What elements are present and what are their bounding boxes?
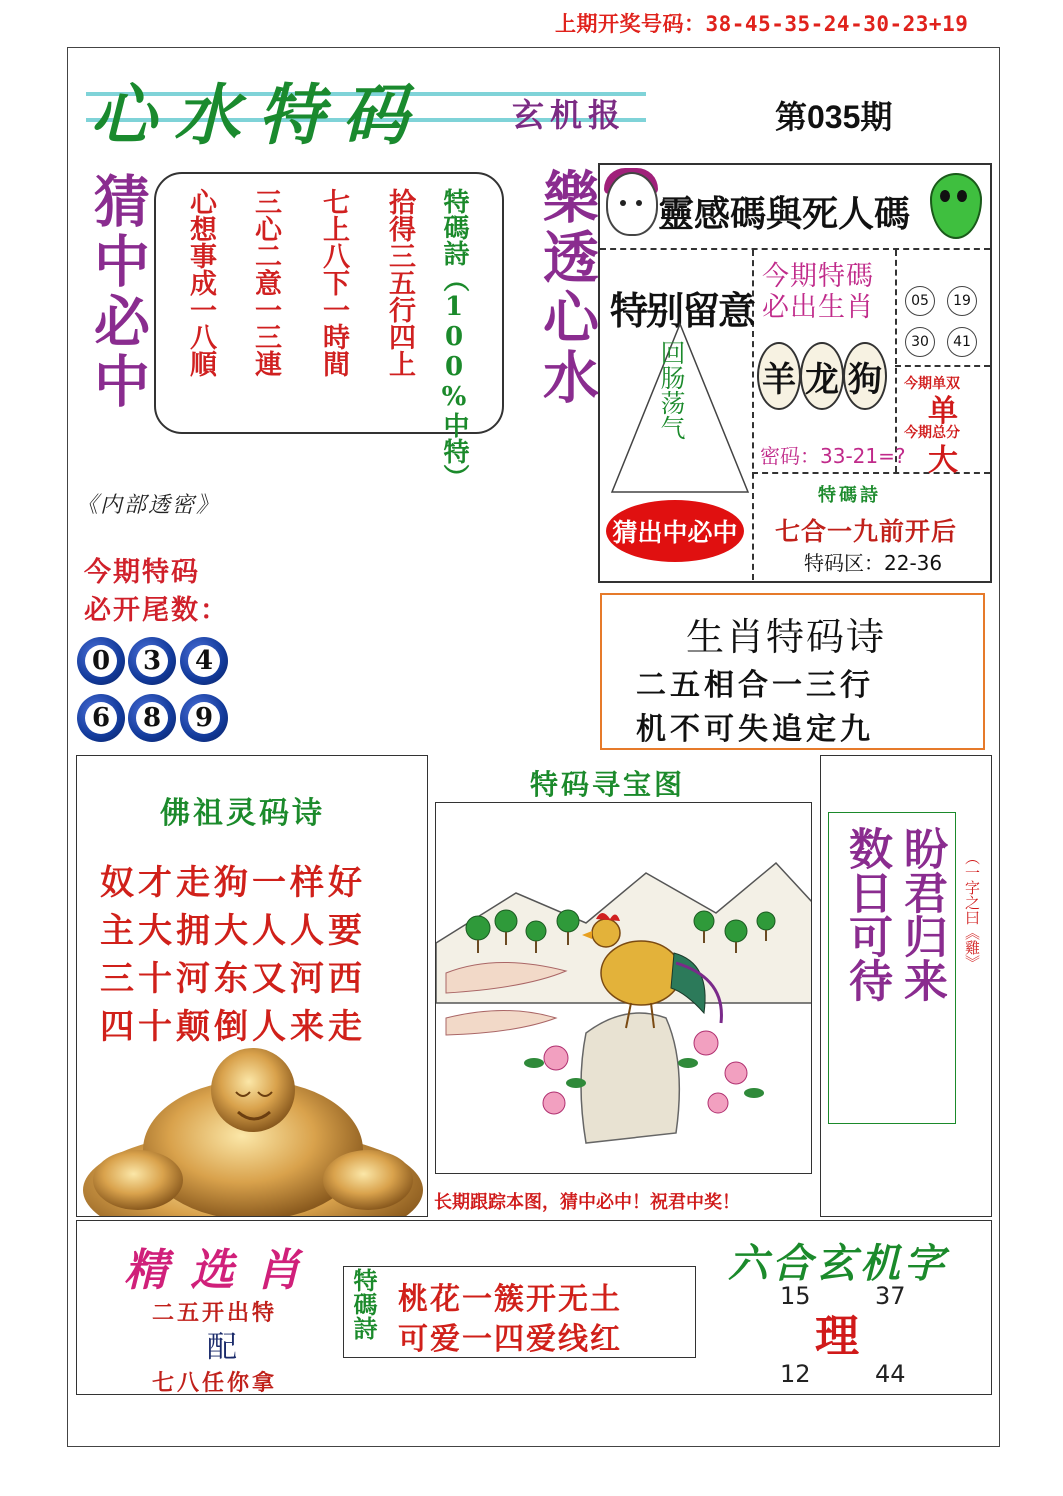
code-zone: 特码区：22-36 <box>804 551 943 575</box>
face-eye-icon <box>636 200 642 206</box>
zodiac-circle: 龙 <box>800 342 844 410</box>
alien-eye-icon <box>957 190 967 202</box>
face-icon <box>606 172 658 236</box>
zodiac-circle: 狗 <box>843 342 887 410</box>
liuhe-number: 44 <box>875 1360 906 1388</box>
number-circle: 05 <box>905 286 935 316</box>
digit: 3 <box>136 645 168 677</box>
poem-column: 三心二意一三連 <box>250 188 281 377</box>
jingxuan-pei: 配 <box>207 1330 237 1365</box>
liuhe-title: 六合玄机字 <box>728 1240 948 1287</box>
shengxiao-line: 机不可失追定九 <box>636 712 874 747</box>
rooster-illustration <box>436 803 812 1174</box>
jingxuan-title-text: 精选肖 <box>124 1245 322 1296</box>
digit-ball <box>128 637 176 685</box>
internal-label: 《内部透密》 <box>76 493 221 518</box>
last-draw-numbers: 上期开奖号码：38-45-35-24-30-23+19 <box>555 12 969 36</box>
digit: 0 <box>85 645 117 677</box>
buddha-poem-line: 主大拥大人人要 <box>100 911 366 951</box>
poem-column: 拾得三五行四上 <box>384 188 415 377</box>
liuhe-char: 理 <box>815 1311 859 1362</box>
bottom-poem-line: 可爱一四爱线红 <box>398 1322 622 1357</box>
left-slogan: 猜中必中 <box>85 172 151 412</box>
bottom-poem-line: 桃花一簇开无土 <box>398 1282 622 1317</box>
panjun-left-column: 数日可待 <box>841 826 892 1002</box>
digit-ball <box>180 694 228 742</box>
secret-code: 密码：33-21=? <box>760 444 906 468</box>
digit-ball <box>77 637 125 685</box>
poem-column: 心想事成一八順 <box>185 188 216 377</box>
jingxuan-title <box>124 1234 322 1298</box>
poem-column: 七上八下一時間 <box>318 188 349 377</box>
panjun-side-note: （一字之曰《雞》 <box>963 850 981 970</box>
digit: 8 <box>136 702 168 734</box>
divider <box>895 250 897 472</box>
digit-ball <box>180 637 228 685</box>
odd-even-label: 今期单双 <box>904 376 960 392</box>
total-label: 今期总分 <box>904 425 960 441</box>
divider <box>600 248 990 250</box>
tail-line1: 今期特码 <box>84 557 200 588</box>
poem-label: 特碼詩（100%中特） <box>439 188 469 490</box>
oval-badge: 猜出中必中 <box>606 500 744 562</box>
panel-poem-line: 七合一九前开后 <box>775 517 958 546</box>
number-circle: 19 <box>947 286 977 316</box>
divider <box>895 365 990 367</box>
masthead-subtitle: 玄机报 <box>512 96 627 134</box>
liuhe-number: 15 <box>780 1282 811 1310</box>
right-slogan: 樂透心水 <box>534 168 600 408</box>
digit-ball <box>77 694 125 742</box>
face-eye-icon <box>620 200 626 206</box>
digit: 9 <box>188 702 220 734</box>
digit: 6 <box>85 702 117 734</box>
digit-ball <box>128 694 176 742</box>
zodiac-circle: 羊 <box>757 342 801 410</box>
jingxuan-line: 二五开出特 <box>152 1300 278 1326</box>
liuhe-number: 37 <box>875 1282 906 1310</box>
masthead-title: 心水特码 <box>90 76 426 154</box>
treasure-map-title: 特码寻宝图 <box>530 768 686 801</box>
liuhe-number: 12 <box>780 1360 811 1388</box>
buddha-poem-line: 三十河东又河西 <box>100 959 366 999</box>
triangle-text: 回肠荡气 <box>657 340 686 440</box>
this-issue-line2: 必出生肖 <box>762 292 874 323</box>
total-value: 大 <box>928 443 958 478</box>
number-circle: 41 <box>947 327 977 357</box>
bottom-poem-label: 特碼詩 <box>349 1268 378 1340</box>
treasure-map-caption: 长期跟踪本图，猜中必中！祝君中奖！ <box>434 1192 740 1213</box>
buddha-image <box>78 1040 426 1216</box>
odd-even-value: 单 <box>928 394 958 429</box>
buddha-poem-title: 佛祖灵码诗 <box>160 796 325 831</box>
shengxiao-title: 生肖特码诗 <box>686 615 887 659</box>
shengxiao-line: 二五相合一三行 <box>636 668 874 703</box>
alien-eye-icon <box>940 190 950 202</box>
this-issue-line1: 今期特碼 <box>762 261 874 292</box>
digit: 4 <box>188 645 220 677</box>
jingxuan-line: 七八任你拿 <box>152 1370 278 1396</box>
buddha-poem-line: 四十颠倒人来走 <box>100 1007 366 1047</box>
tail-line2: 必开尾数： <box>84 595 229 626</box>
panjun-right-column: 盼君归来 <box>896 826 947 1002</box>
panel-poem-label: 特碼詩 <box>818 485 881 506</box>
treasure-map-picture <box>435 802 812 1174</box>
buddha-poem-line: 奴才走狗一样好 <box>100 863 366 903</box>
attention-label: 特别留意 <box>610 289 755 333</box>
lingan-title: 靈感碼與死人碼 <box>658 193 911 235</box>
issue-number: 第035期 <box>775 99 893 135</box>
number-circle: 30 <box>905 327 935 357</box>
